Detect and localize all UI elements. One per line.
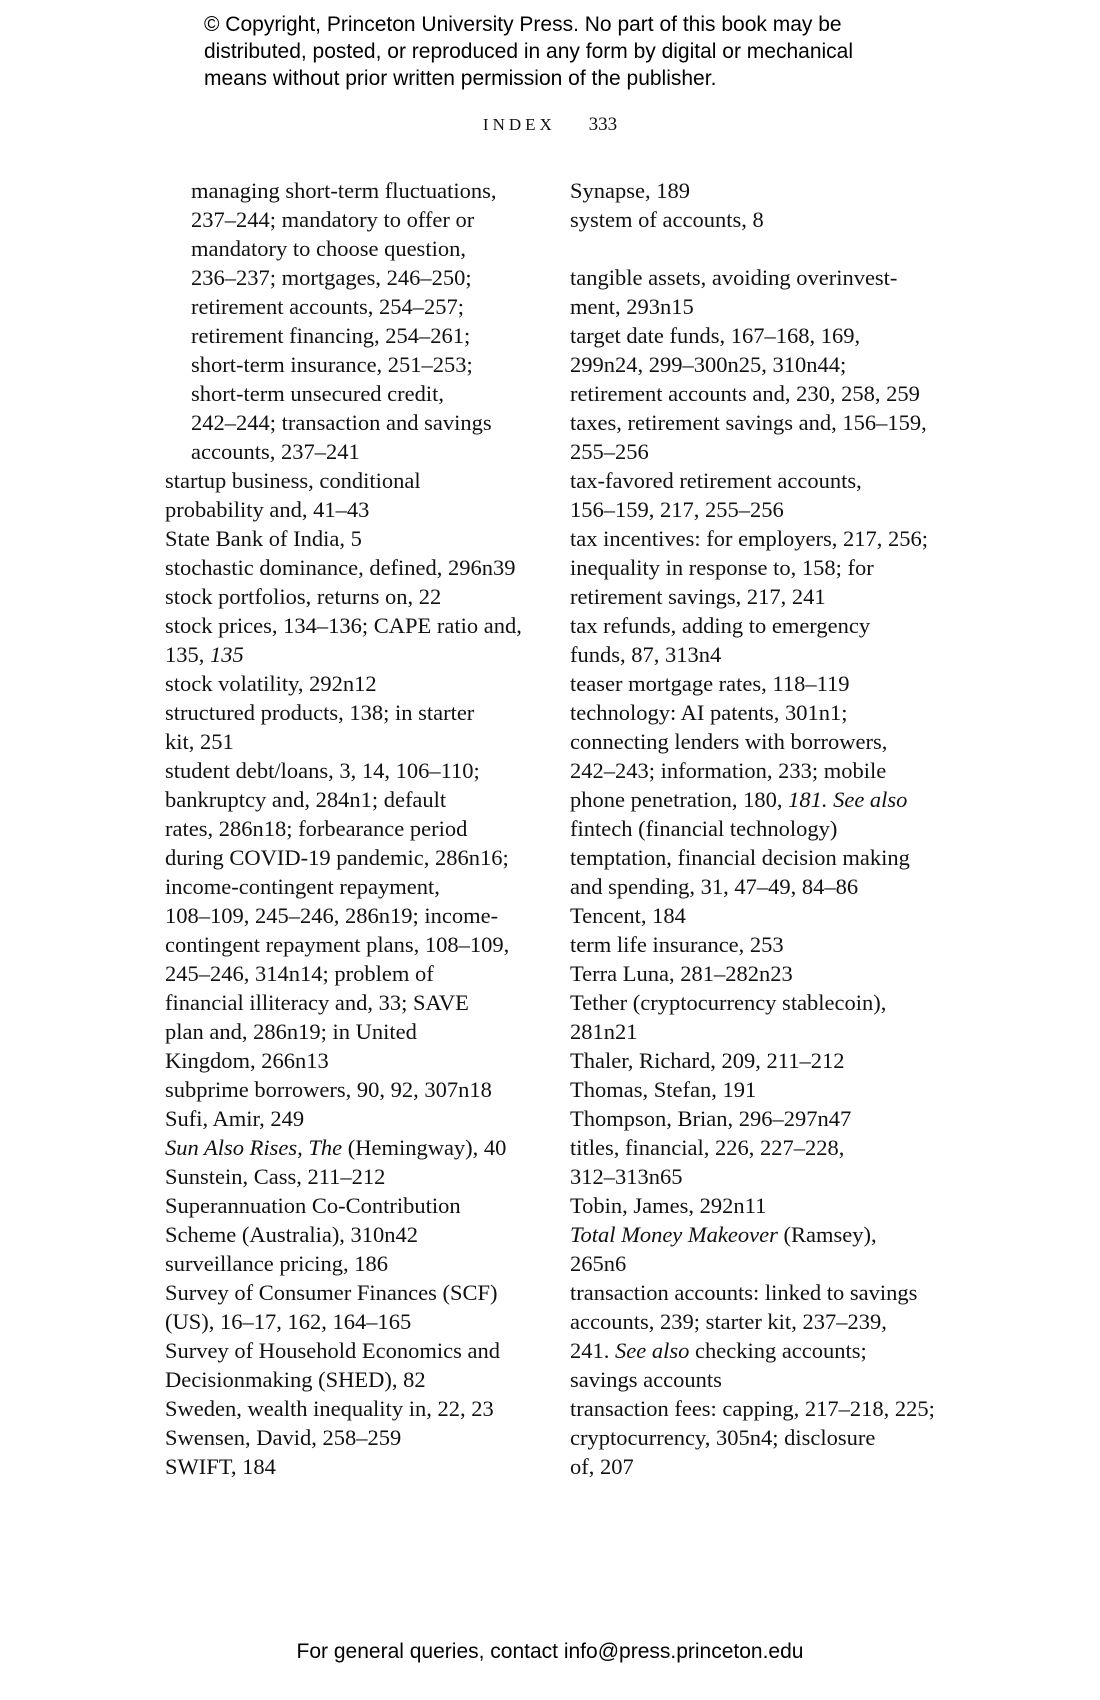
index-entry-line: Tencent, 184 [570,903,686,928]
index-entry-line: savings accounts [570,1367,722,1392]
index-entry-line: subprime borrowers, 90, 92, 307n18 [165,1077,492,1102]
index-entry-line: Terra Luna, 281–282n23 [570,961,793,986]
index-entry-line: structured products, 138; in starter [165,700,475,725]
index-entry-line: ment, 293n15 [570,294,694,319]
index-entry-line: 255–256 [570,439,649,464]
index-entry [165,1133,545,1162]
index-entry-line: startup business, conditional [165,468,421,493]
index-entry [570,408,970,466]
index-entry-line: managing short-term fluctuations, [191,178,497,203]
index-entry-line: stochastic dominance, defined, 296n39 [165,555,516,580]
index-entry-line: stock volatility, 292n12 [165,671,377,696]
index-entry-line: retirement savings, 217, 241 [570,584,826,609]
index-entry [570,698,970,843]
index-entry [165,611,545,669]
index-entry-line: 312–313n65 [570,1164,683,1189]
index-entry-line: short-term insurance, 251–253; [191,352,473,377]
index-entry [165,553,545,582]
index-entry-line: during COVID-19 pandemic, 286n16; [165,845,509,870]
index-entry [570,524,970,611]
index-entry [165,1162,545,1191]
copyright-line: distributed, posted, or reproduced in any form by digital or mechanical [204,40,854,63]
index-entry [570,1104,970,1133]
index-entry-line: mandatory to choose question, [191,236,466,261]
index-entry-line: of, 207 [570,1454,634,1479]
index-entry [570,205,970,234]
index-entry-line: Swensen, David, 258–259 [165,1425,402,1450]
index-entry-line: accounts, 237–241 [191,439,360,464]
index-entry-line: target date funds, 167–168, 169, [570,323,861,348]
index-entry [570,1278,970,1394]
index-entry-line: contingent repayment plans, 108–109, [165,932,510,957]
index-entry-line: fintech (financial technology) [570,816,838,841]
index-entry-line: 281n21 [570,1019,638,1044]
index-entry-line: Tobin, James, 292n11 [570,1193,767,1218]
index-entry [570,611,970,669]
index-entry-line: 237–244; mandatory to offer or [191,207,475,232]
index-entry-line: Sunstein, Cass, 211–212 [165,1164,386,1189]
index-entry-line: tax incentives: for employers, 217, 256; [570,526,929,551]
index-entry [165,1191,545,1249]
index-entry [165,1075,545,1104]
index-entry [570,988,970,1046]
index-entry [570,1075,970,1104]
index-entry-line: titles, financial, 226, 227–228, [570,1135,845,1160]
index-entry-line: tax-favored retirement accounts, [570,468,862,493]
running-head [0,114,1100,136]
index-entry-line: Thomas, Stefan, 191 [570,1077,757,1102]
index-entry-line: rates, 286n18; forbearance period [165,816,468,841]
index-entry-line: short-term unsecured credit, [191,381,445,406]
index-entry-line: SWIFT, 184 [165,1454,276,1479]
index-entry-line: bankruptcy and, 284n1; default [165,787,447,812]
index-entry-line: Survey of Consumer Finances (SCF) [165,1280,498,1305]
index-entry [165,669,545,698]
index-entry-line: stock prices, 134–136; CAPE ratio and, [165,613,522,638]
index-entry-line: retirement financing, 254–261; [191,323,471,348]
index-entry [165,524,545,553]
index-entry-line: tax refunds, adding to emergency [570,613,871,638]
index-entry [570,901,970,930]
index-entry-line: plan and, 286n19; in United [165,1019,417,1044]
index-entry-line: transaction accounts: linked to savings [570,1280,918,1305]
index-entry-line: retirement accounts and, 230, 258, 259 [570,381,920,406]
index-column-right [570,176,970,1481]
index-entry [570,176,970,205]
copyright-line: © Copyright, Princeton University Press. No part of this book may be [204,13,842,36]
index-entry [570,1046,970,1075]
index-entry [165,1423,545,1452]
index-entry-line: surveillance pricing, 186 [165,1251,389,1276]
index-spacer [570,234,970,263]
index-entry-line: Tether (cryptocurrency stablecoin), [570,990,887,1015]
index-entry [165,698,545,756]
index-entry-line: stock portfolios, returns on, 22 [165,584,442,609]
index-entry [165,1336,545,1394]
index-entry-line: term life insurance, 253 [570,932,784,957]
index-entry [570,1191,970,1220]
index-entry [570,263,970,321]
index-entry-line: financial illiteracy and, 33; SAVE [165,990,469,1015]
index-entry-line: Thaler, Richard, 209, 211–212 [570,1048,845,1073]
index-entry [570,1220,970,1278]
index-entry-line: and spending, 31, 47–49, 84–86 [570,874,859,899]
index-entry [165,466,545,524]
index-entry [165,1452,545,1481]
index-entry [570,669,970,698]
index-entry [165,1278,545,1336]
index-entry-line: Sufi, Amir, 249 [165,1106,305,1131]
index-entry-line: inequality in response to, 158; for [570,555,874,580]
index-entry-line: Total Money Makeover (Ramsey), [570,1222,877,1247]
index-entry-line: cryptocurrency, 305n4; disclosure [570,1425,876,1450]
index-entry [570,321,970,408]
index-entry-line: probability and, 41–43 [165,497,370,522]
index-entry-line: Kingdom, 266n13 [165,1048,329,1073]
index-entry [165,756,545,1075]
index-entry-line: transaction fees: capping, 217–218, 225; [570,1396,935,1421]
index-entry-line: connecting lenders with borrowers, [570,729,888,754]
index-entry-line: retirement accounts, 254–257; [191,294,465,319]
index-entry-line: income-contingent repayment, [165,874,440,899]
index-entry [165,176,545,466]
index-entry [570,959,970,988]
index-column-left [165,176,545,1481]
index-entry-line: technology: AI patents, 301n1; [570,700,848,725]
index-entry-line: 242–244; transaction and savings [191,410,492,435]
index-entry-line: (US), 16–17, 162, 164–165 [165,1309,412,1334]
index-entry-line: Survey of Household Economics and [165,1338,500,1363]
page-number: 333 [588,114,618,135]
index-entry [570,930,970,959]
index-entry [165,1104,545,1133]
index-entry-line: 135, 135 [165,642,244,667]
index-entry-line: accounts, 239; starter kit, 237–239, [570,1309,887,1334]
index-entry-line: teaser mortgage rates, 118–119 [570,671,850,696]
index-entry-line: Superannuation Co-Contribution [165,1193,461,1218]
index-entry-line: 242–243; information, 233; mobile [570,758,887,783]
index-entry-line: Sweden, wealth inequality in, 22, 23 [165,1396,494,1421]
index-entry-line: Thompson, Brian, 296–297n47 [570,1106,852,1131]
index-entry-line: 299n24, 299–300n25, 310n44; [570,352,847,377]
index-entry-line: 265n6 [570,1251,627,1276]
index-entry-line: State Bank of India, 5 [165,526,362,551]
index-entry [570,843,970,901]
index-entry-line: Sun Also Rises, The (Hemingway), 40 [165,1135,507,1160]
index-entry [165,582,545,611]
index-entry-line: Scheme (Australia), 310n42 [165,1222,419,1247]
index-entry [165,1394,545,1423]
index-entry-line: Decisionmaking (SHED), 82 [165,1367,426,1392]
index-entry-line: temptation, financial decision making [570,845,910,870]
copyright-line: means without prior written permission of the publisher. [204,67,717,90]
index-entry-line: 241. See also checking accounts; [570,1338,867,1363]
index-entry [165,1249,545,1278]
running-head-label: INDEX [482,115,556,134]
footer-contact: For general queries, contact info@press.princeton.edu [296,1640,804,1663]
index-entry-line: 245–246, 314n14; problem of [165,961,434,986]
index-entry [570,466,970,524]
index-entry-line: funds, 87, 313n4 [570,642,722,667]
index-entry [570,1394,970,1481]
index-entry-line: system of accounts, 8 [570,207,764,232]
index-entry-line: taxes, retirement savings and, 156–159, [570,410,927,435]
index-entry-line: kit, 251 [165,729,234,754]
index-entry-line: 156–159, 217, 255–256 [570,497,784,522]
index-entry-line: 108–109, 245–246, 286n19; income- [165,903,499,928]
index-entry-line: tangible assets, avoiding overinvest- [570,265,898,290]
index-entry-line: Synapse, 189 [570,178,690,203]
index-entry-line: 236–237; mortgages, 246–250; [191,265,472,290]
index-entry [570,1133,970,1191]
index-entry-line: student debt/loans, 3, 14, 106–110; [165,758,480,783]
copyright-notice [204,11,1024,92]
index-entry-line: phone penetration, 180, 181. See also [570,787,908,812]
